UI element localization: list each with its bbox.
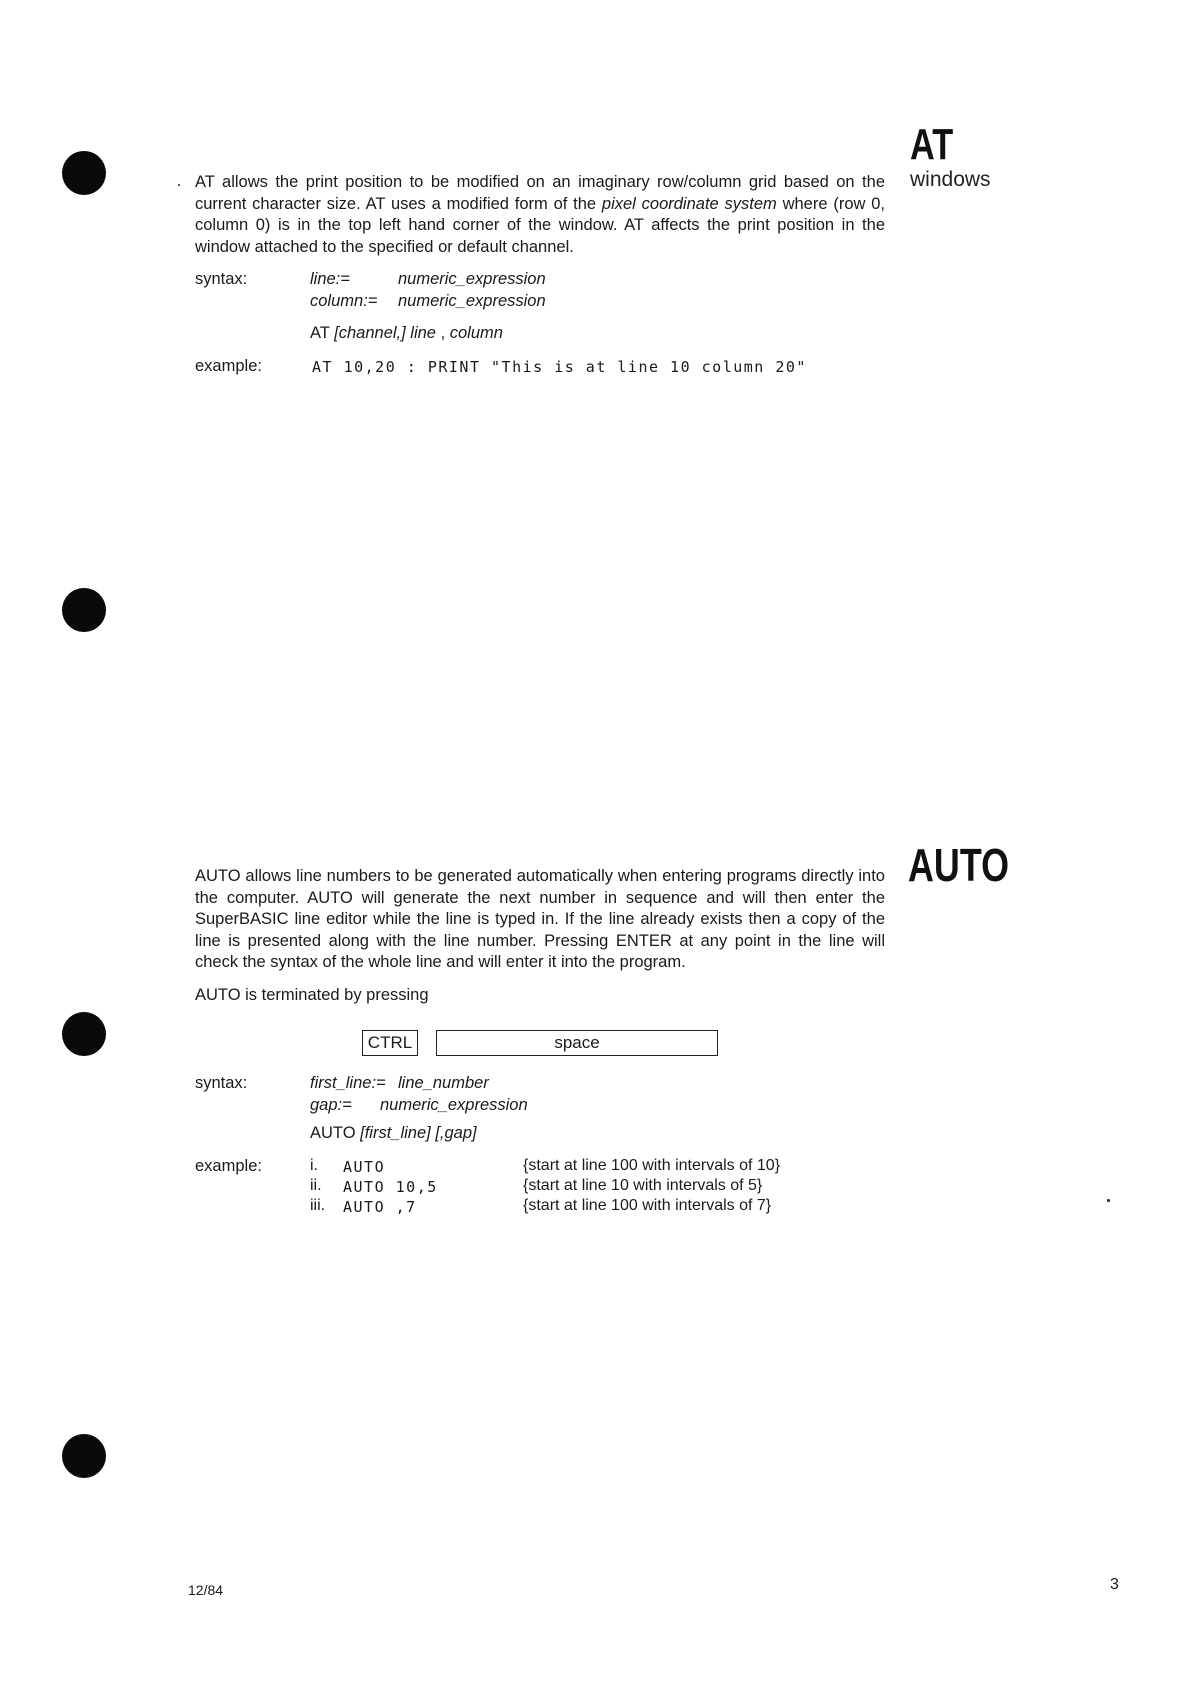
example-comment: {start at line 100 with intervals of 10} <box>523 1157 781 1174</box>
at-syntax-label: syntax: <box>195 270 248 288</box>
space-key: space <box>436 1030 718 1056</box>
at-heading: AT <box>910 120 954 169</box>
at-syntax: AT [channel,] line , column <box>310 324 503 342</box>
scan-speck <box>1107 1199 1110 1202</box>
footer-date: 12/84 <box>188 1582 224 1598</box>
example-number: i. <box>310 1157 318 1174</box>
at-description: AT allows the print position to be modified on an imaginary row/column grid based on the current character size. AT uses a modified form of the pixel coordinate system where (row 0, column 0) is in the top left hand corner of the window. AT affects the print position in the window attached to the specified or default channel. <box>195 173 885 256</box>
page-number: 3 <box>1110 1576 1119 1593</box>
auto-def-term: first_line:= <box>310 1074 386 1092</box>
auto-heading: AUTO <box>908 839 1010 891</box>
example-comment: {start at line 10 with intervals of 5} <box>523 1177 763 1194</box>
at-example-code: AT 10,20 : PRINT "This is at line 10 column 20" <box>312 358 807 376</box>
auto-def-term: gap:= <box>310 1096 352 1114</box>
at-def-term: line:= <box>310 270 350 288</box>
at-subheading: windows <box>910 168 991 191</box>
binder-hole <box>62 1434 106 1478</box>
binder-hole <box>62 151 106 195</box>
auto-example-label: example: <box>195 1157 262 1175</box>
at-def-value: numeric_expression <box>398 292 546 310</box>
example-code: AUTO <box>343 1158 386 1176</box>
at-example-label: example: <box>195 357 262 375</box>
auto-def-value: numeric_expression <box>380 1096 528 1114</box>
scan-speck <box>178 184 180 186</box>
auto-terminated-text: AUTO is terminated by pressing <box>195 986 429 1004</box>
at-def-value: numeric_expression <box>398 270 546 288</box>
at-def-term: column:= <box>310 292 378 310</box>
example-number: ii. <box>310 1177 322 1194</box>
binder-hole <box>62 1012 106 1056</box>
example-code: AUTO 10,5 <box>343 1178 438 1196</box>
auto-description: AUTO allows line numbers to be generated automatically when entering programs directly into the computer. AUTO will generate the next number in sequence and will then enter the SuperBASIC line editor while the line is typed in. If the line already exists then a copy of the line is presented along with the line number. Pressing ENTER at any point in the line will check the syntax of the whole line and will enter it into the program. <box>195 867 885 971</box>
binder-hole <box>62 588 106 632</box>
ctrl-key: CTRL <box>362 1030 418 1056</box>
auto-syntax-label: syntax: <box>195 1074 248 1092</box>
example-comment: {start at line 100 with intervals of 7} <box>523 1197 772 1214</box>
auto-syntax: AUTO [first_line] [,gap] <box>310 1124 477 1142</box>
example-number: iii. <box>310 1197 326 1214</box>
example-code: AUTO ,7 <box>343 1198 417 1216</box>
auto-def-value: line_number <box>398 1074 489 1092</box>
